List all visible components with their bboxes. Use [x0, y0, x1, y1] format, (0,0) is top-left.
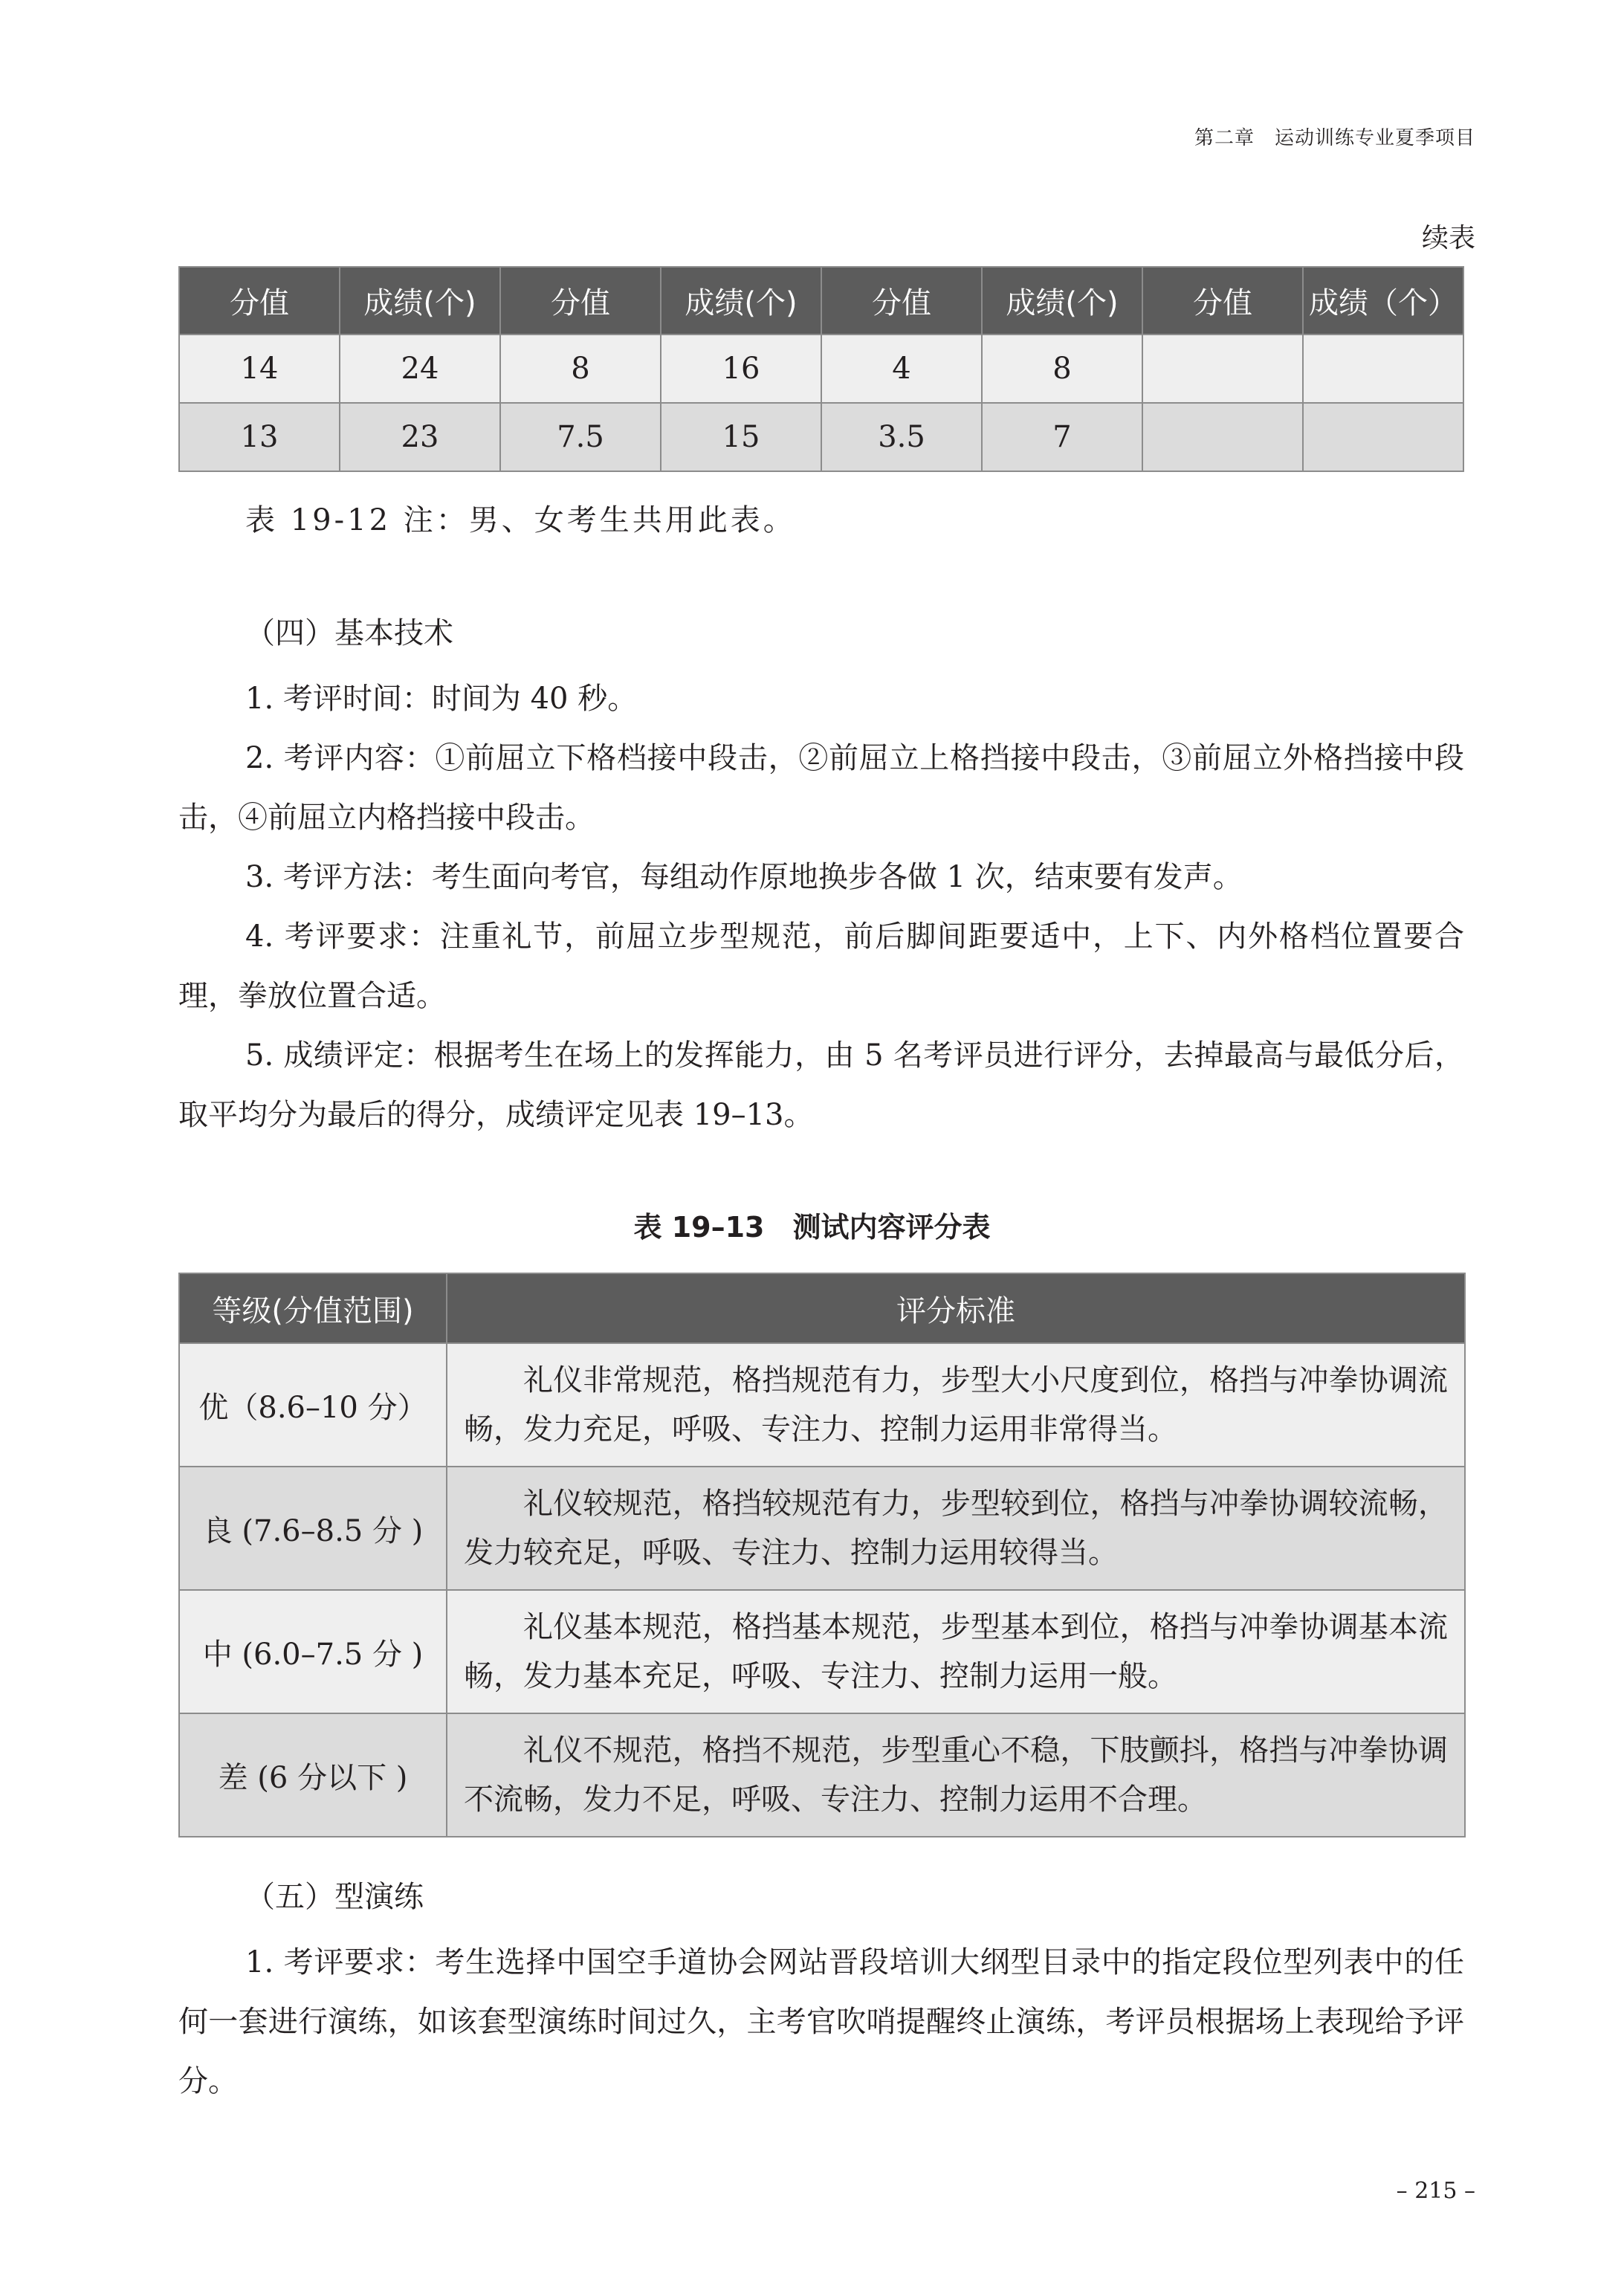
table-header-row: [179, 267, 1463, 334]
table-cell: [1142, 334, 1303, 403]
column-header: 分值: [821, 267, 982, 334]
table-row: [179, 403, 1463, 471]
table-cell: 3.5: [821, 403, 982, 471]
table-cell: 24: [340, 334, 500, 403]
paragraph: 5. 成绩评定：根据考生在场上的发挥能力，由 5 名考评员进行评分，去掉最高与最低分后，取平均分为最后的得分，成绩评定见表 19–13。: [178, 1038, 1464, 1132]
criteria-cell: 礼仪不规范，格挡不规范，步型重心不稳，下肢颤抖，格挡与冲拳协调不流畅，发力不足，呼吸、专注力、控制力运用不合理。: [447, 1713, 1465, 1837]
table-cell: [1142, 403, 1303, 471]
table-cell: [1303, 403, 1463, 471]
paragraph: 3. 考评方法：考生面向考官，每组动作原地换步各做 1 次，结束要有发声。: [245, 860, 1243, 894]
table-cell: 7: [982, 403, 1142, 471]
table-cell: 4: [821, 334, 982, 403]
column-header: 成绩(个): [982, 267, 1142, 334]
table-row: [179, 1713, 1465, 1837]
table-cell: [1303, 334, 1463, 403]
table-caption: 表 19–13 测试内容评分表: [633, 1211, 991, 1244]
table-row: [179, 1590, 1465, 1713]
table-cell: 23: [340, 403, 500, 471]
table-cell: 14: [179, 334, 340, 403]
column-header: 成绩(个): [340, 267, 500, 334]
column-header: 成绩(个): [661, 267, 821, 334]
table-note: 表 19-12 注：男、女考生共用此表。: [245, 503, 796, 537]
score-table-19-12: [178, 266, 1464, 472]
running-header: 第二章 运动训练专业夏季项目: [1194, 127, 1475, 149]
grade-cell: 良 (7.6–8.5 分 ): [179, 1467, 447, 1590]
table-cell: 16: [661, 334, 821, 403]
table-header-row: [179, 1273, 1465, 1343]
grade-cell: 差 (6 分以下 ): [179, 1713, 447, 1837]
section-title-basic-technique: （四）基本技术: [245, 616, 453, 650]
table-cell: 15: [661, 403, 821, 471]
table-row: [179, 1343, 1465, 1467]
continued-label: 续表: [1421, 223, 1475, 253]
page-number: – 215 –: [1396, 2178, 1475, 2204]
criteria-cell: 礼仪非常规范，格挡规范有力，步型大小尺度到位，格挡与冲拳协调流畅，发力充足，呼吸、专注力、控制力运用非常得当。: [447, 1343, 1465, 1467]
table-cell: 8: [982, 334, 1142, 403]
table-cell: 8: [500, 334, 661, 403]
column-header: 等级(分值范围): [179, 1273, 447, 1343]
grade-cell: 中 (6.0–7.5 分 ): [179, 1590, 447, 1713]
section-title-kata: （五）型演练: [245, 1880, 424, 1914]
column-header: 分值: [500, 267, 661, 334]
score-table-19-13: [178, 1273, 1466, 1837]
paragraph: 2. 考评内容：①前屈立下格档接中段击，②前屈立上格挡接中段击，③前屈立外格挡接中段击，④前屈立内格挡接中段击。: [178, 741, 1464, 835]
paragraph: 1. 考评时间：时间为 40 秒。: [245, 682, 638, 716]
table-cell: 7.5: [500, 403, 661, 471]
table-cell: 13: [179, 403, 340, 471]
paragraph: 1. 考评要求：考生选择中国空手道协会网站晋段培训大纲型目录中的指定段位型列表中的任何一套进行演练，如该套型演练时间过久，主考官吹哨提醒终止演练，考评员根据场上表现给予评分。: [178, 1945, 1464, 2098]
paragraph: 4. 考评要求：注重礼节，前屈立步型规范，前后脚间距要适中，上下、内外格档位置要合理，拳放位置合适。: [178, 919, 1464, 1013]
criteria-cell: 礼仪较规范，格挡较规范有力，步型较到位，格挡与冲拳协调较流畅，发力较充足，呼吸、专注力、控制力运用较得当。: [447, 1467, 1465, 1590]
section-kata-body: [178, 1933, 1464, 2111]
column-header: 分值: [1142, 267, 1303, 334]
column-header: 成绩（个）: [1303, 267, 1463, 334]
column-header: 分值: [179, 267, 340, 334]
table-row: [179, 334, 1463, 403]
section-basic-technique-body: [178, 669, 1464, 1145]
criteria-cell: 礼仪基本规范，格挡基本规范，步型基本到位，格挡与冲拳协调基本流畅，发力基本充足，呼吸、专注力、控制力运用一般。: [447, 1590, 1465, 1713]
table-row: [179, 1467, 1465, 1590]
column-header: 评分标准: [447, 1273, 1465, 1343]
grade-cell: 优（8.6–10 分）: [179, 1343, 447, 1467]
